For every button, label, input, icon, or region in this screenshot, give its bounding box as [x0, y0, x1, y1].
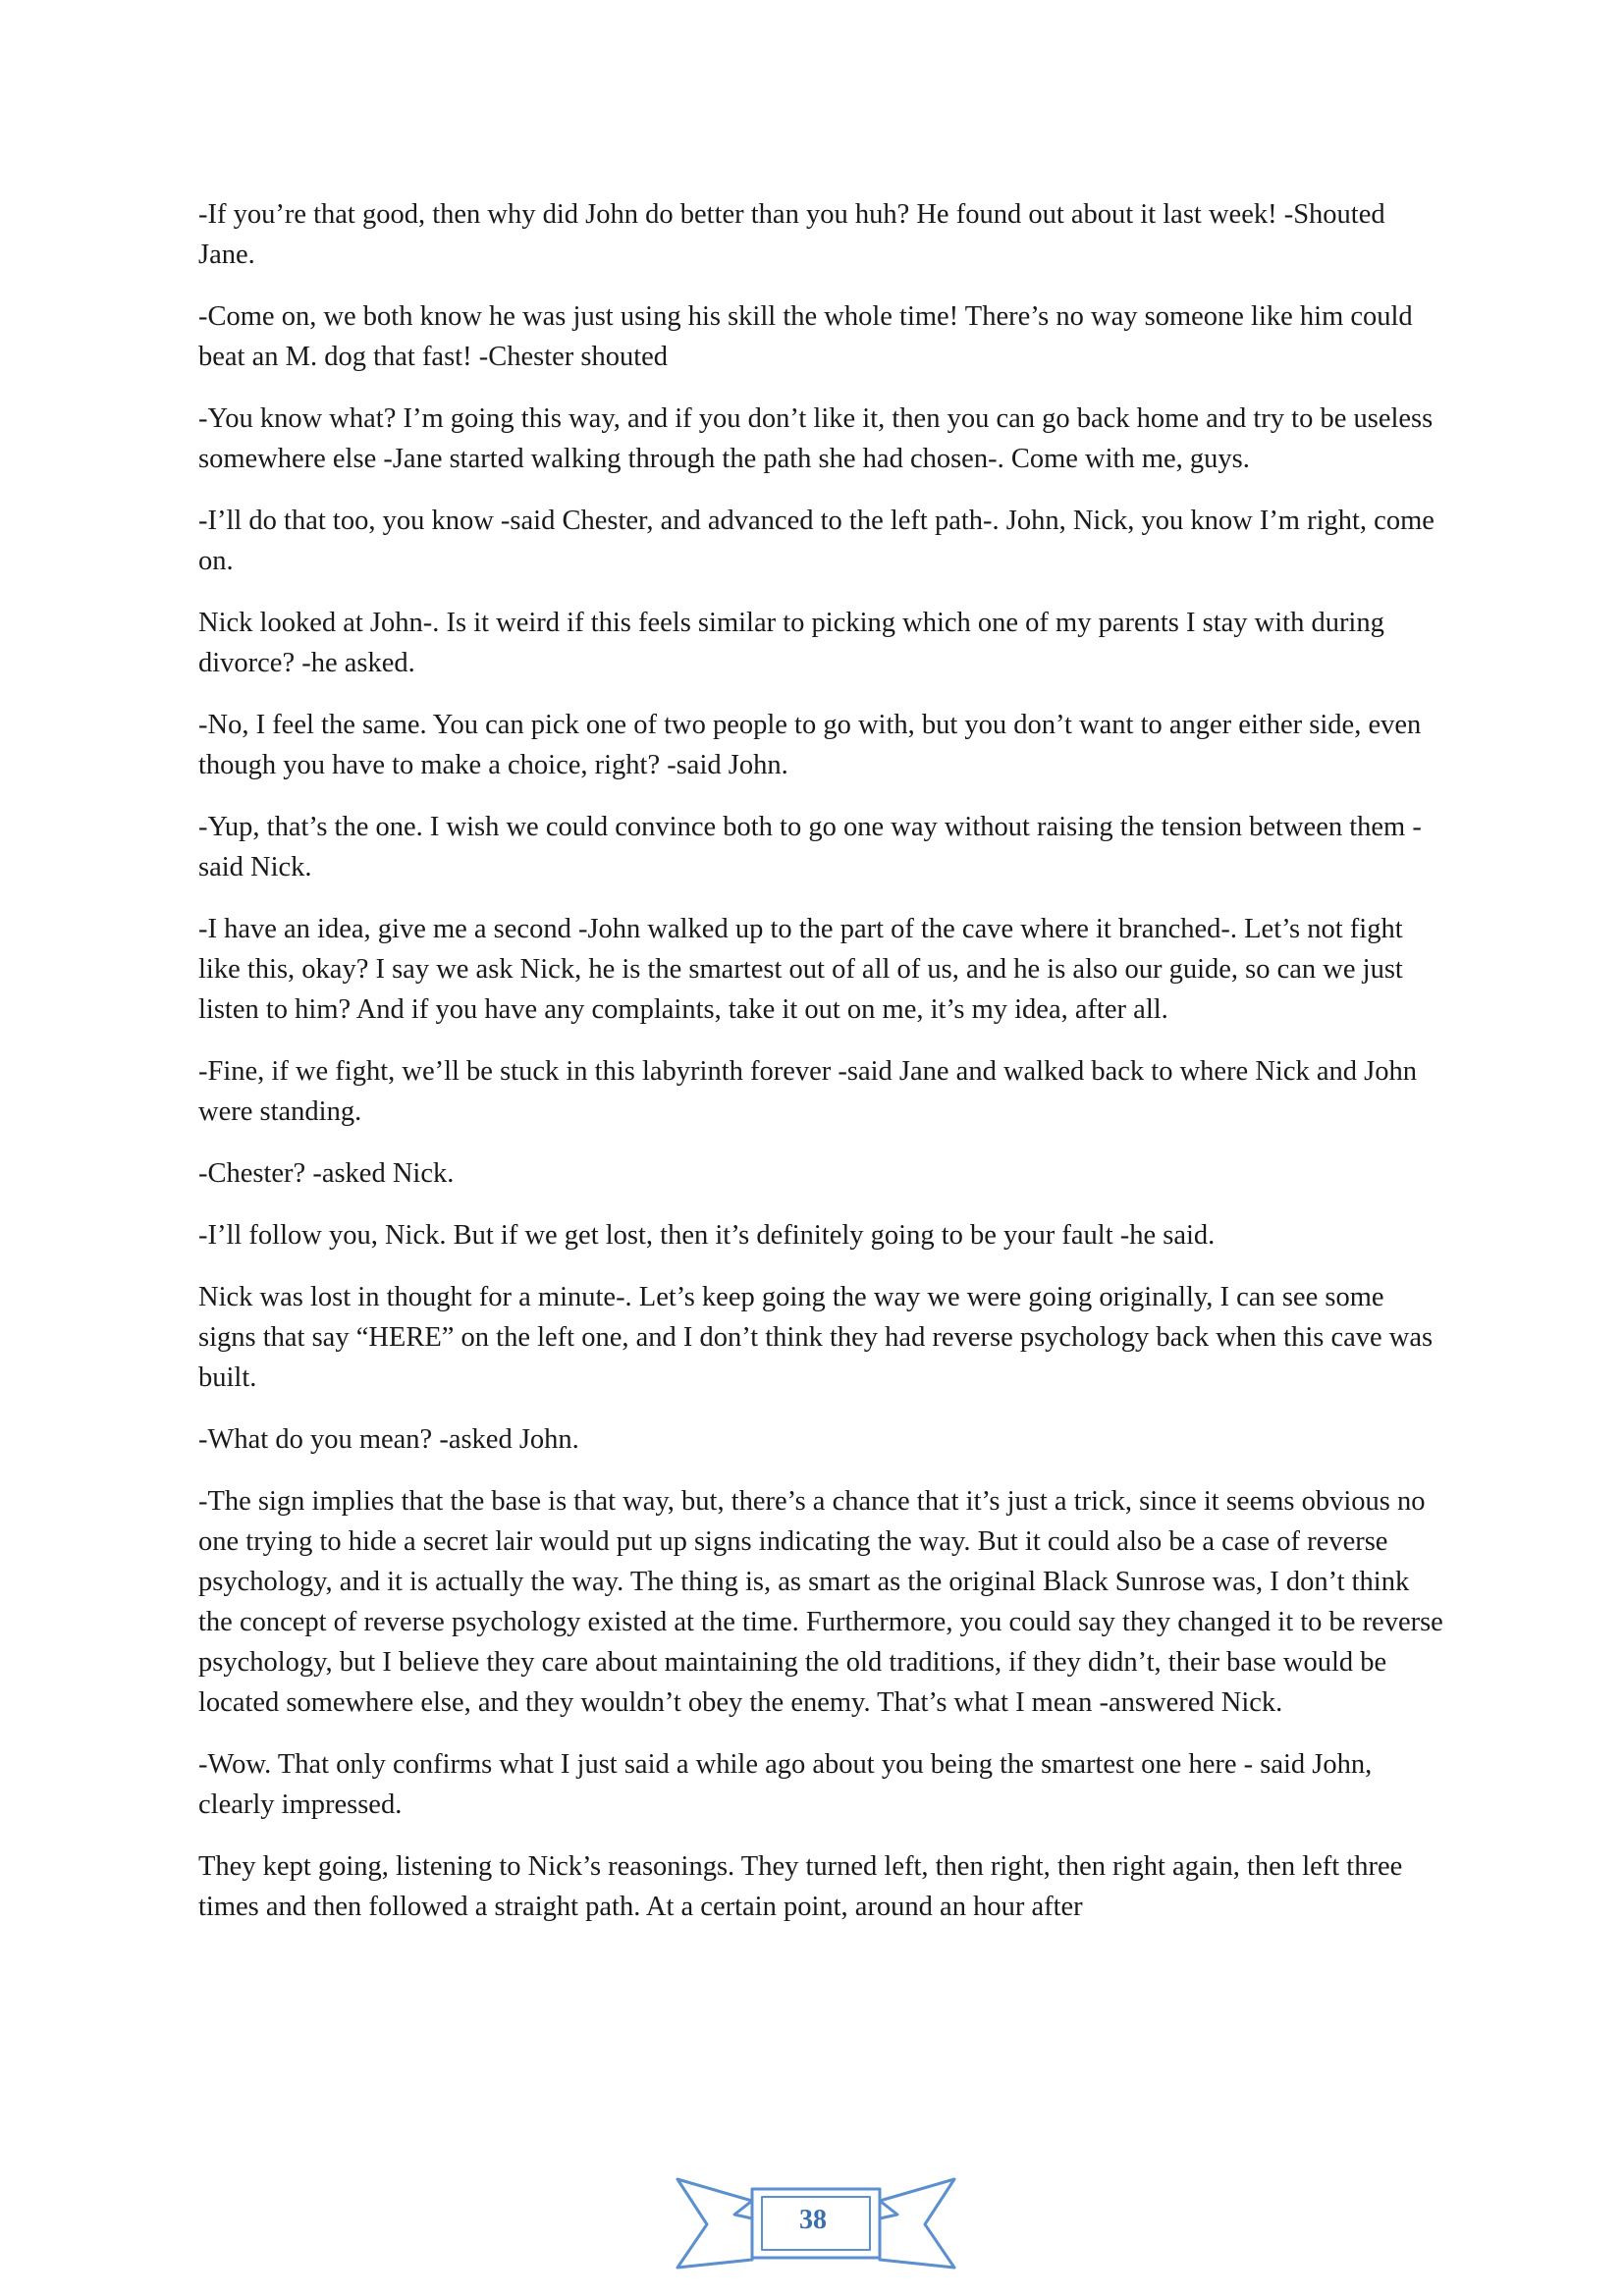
paragraph: -If you’re that good, then why did John do better than you huh? He found out about it last week! -Shouted Jane. — [198, 199, 1385, 270]
paragraph: -Wow. That only confirms what I just said a while ago about you being the smartest one here - said John, clearly impressed. — [198, 1749, 1373, 1820]
paragraph: -Chester? -asked Nick. — [198, 1158, 455, 1189]
paragraph: Nick looked at John-. Is it weird if this feels similar to picking which one of my parents I stay with during divorce? -he asked. — [198, 608, 1384, 678]
paragraph: -Fine, if we fight, we’ll be stuck in this labyrinth forever -said Jane and walked back to where Nick and John were standing. — [198, 1056, 1417, 1127]
paragraph: -What do you mean? -asked John. — [198, 1424, 579, 1455]
paragraph: -Come on, we both know he was just using his skill the whole time! There’s no way someone like him could beat an M. dog that fast! -Chester shouted — [198, 301, 1413, 372]
paragraph: -I have an idea, give me a second -John walked up to the part of the cave where it branched-. Let’s not fight like this, okay? I say we ask Nick, he is the smartest out of all of us, and he is also our guide, so can we just listen to him? And if you have any complaints, take it out on me, it’s my idea, after all. — [198, 914, 1403, 1025]
paragraph: -Yup, that’s the one. I wish we could convince both to go one way without raising the tension between them -said Nick. — [198, 812, 1422, 882]
page-number: 38 — [799, 2205, 827, 2235]
paragraph: They kept going, listening to Nick’s reasonings. They turned left, then right, then right again, then left three times and then followed a straight path. At a certain point, around an hour after — [198, 1851, 1403, 1922]
paragraph: -You know what? I’m going this way, and if you don’t like it, then you can go back home and try to be useless somewhere else -Jane started walking through the path she had chosen-. Come with me, guys. — [198, 403, 1434, 474]
paragraph: -I’ll do that too, you know -said Chester, and advanced to the left path-. John, Nick, you know I’m right, come on. — [198, 506, 1435, 576]
paragraph: -I’ll follow you, Nick. But if we get lost, then it’s definitely going to be your fault -he said. — [198, 1220, 1216, 1251]
page-body-text — [198, 194, 1443, 1949]
paragraph: -The sign implies that the base is that way, but, there’s a chance that it’s just a trick, since it seems obvious no one trying to hide a secret lair would put up signs indicating the way. But it could also be a case of reverse psychology, and it is actually the way. The thing is, as smart as the original Black Sunrose was, I don’t think the concept of reverse psychology existed at the time. Furthermore, you could say they changed it to be reverse psychology, but I believe they care about maintaining the old traditions, if they didn’t, their base would be located somewhere else, and they wouldn’t obey the enemy. That’s what I mean -answered Nick. — [198, 1486, 1443, 1718]
paragraph: Nick was lost in thought for a minute-. Let’s keep going the way we were going originally, I can see some signs that say “HERE” on the left one, and I don’t think they had reverse psychology back when this cave was built. — [198, 1282, 1434, 1393]
paragraph: -No, I feel the same. You can pick one of two people to go with, but you don’t want to anger either side, even though you have to make a choice, right? -said John. — [198, 710, 1422, 780]
